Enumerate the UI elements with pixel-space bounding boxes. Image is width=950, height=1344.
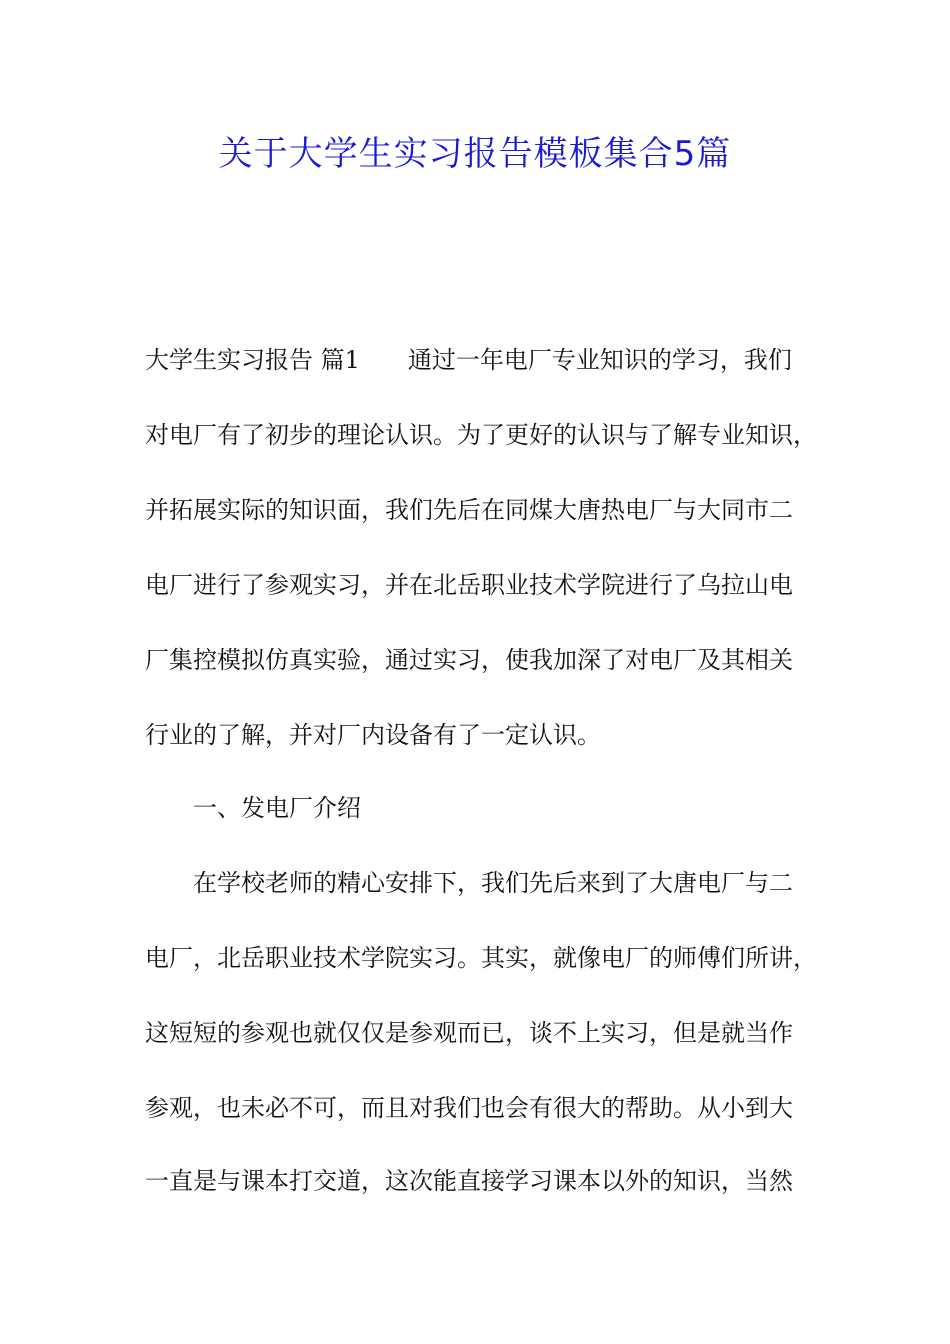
section-label: 大学生实习报告 篇1 (145, 346, 360, 374)
paragraph-line-10: 参观，也未必不可，而且对我们也会有很大的帮助。从小到大 (145, 1094, 793, 1122)
paragraph-line-9: 这短短的参观也就仅仅是参观而已，谈不上实习，但是就当作 (145, 1019, 793, 1047)
paragraph-line-4: 电厂进行了参观实习，并在北岳职业技术学院进行了乌拉山电 (145, 571, 793, 599)
paragraph-line-8: 电厂，北岳职业技术学院实习。其实，就像电厂的师傅们所讲， (145, 944, 817, 972)
paragraph-line-1 (145, 343, 792, 377)
paragraph-line-7: 在学校老师的精心安排下，我们先后来到了大唐电厂与二 (193, 869, 793, 897)
document-title: 关于大学生实习报告模板集合5篇 (218, 134, 732, 174)
paragraph-line-6: 行业的了解，并对厂内设备有了一定认识。 (145, 721, 601, 749)
paragraph-line-5: 厂集控模拟仿真实验，通过实习，使我加深了对电厂及其相关 (145, 646, 793, 674)
line-text: 通过一年电厂专业知识的学习，我们 (407, 346, 792, 374)
section-heading: 一、发电厂介绍 (193, 794, 361, 822)
paragraph-line-11: 一直是与课本打交道，这次能直接学习课本以外的知识，当然 (145, 1167, 793, 1195)
paragraph-line-3: 并拓展实际的知识面，我们先后在同煤大唐热电厂与大同市二 (145, 496, 793, 524)
paragraph-line-2: 对电厂有了初步的理论认识。为了更好的认识与了解专业知识， (145, 421, 817, 449)
